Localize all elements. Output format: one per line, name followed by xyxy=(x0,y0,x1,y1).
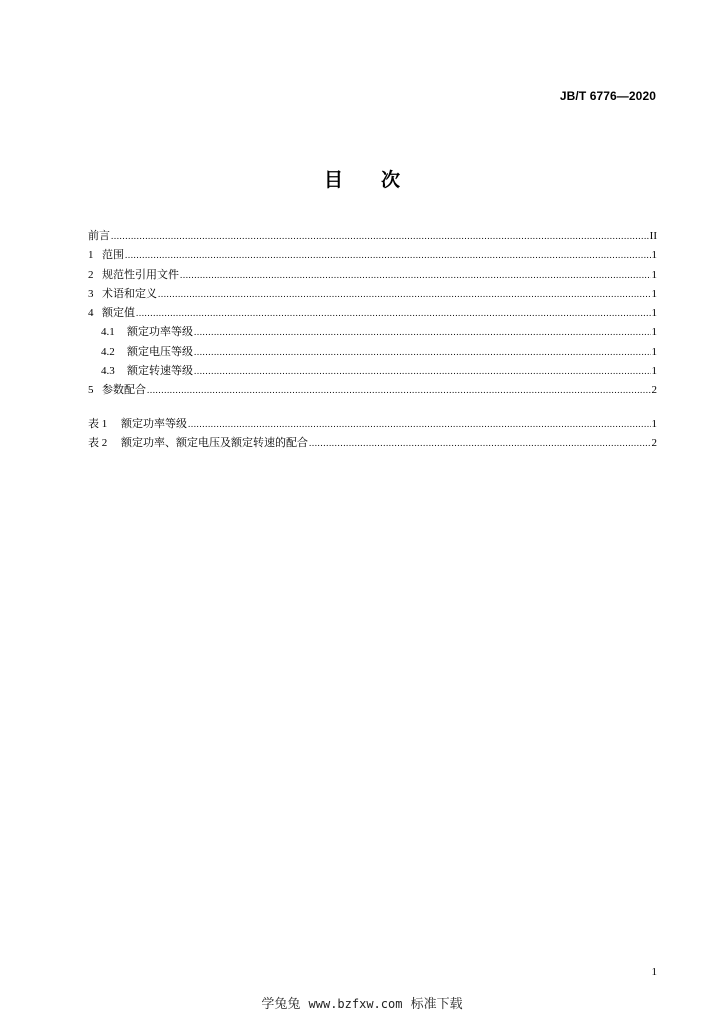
section-gap xyxy=(88,401,657,415)
dot-leader xyxy=(180,271,651,280)
toc-entry-label: 前言 xyxy=(88,229,110,242)
toc-entry-normative-references[interactable] xyxy=(88,266,657,285)
toc-entry-number: 3 xyxy=(88,287,94,300)
toc-entry-page: 1 xyxy=(651,326,657,339)
toc-entry-page: 1 xyxy=(651,287,657,300)
standard-code: JB/T 6776—2020 xyxy=(559,89,656,103)
dot-leader xyxy=(188,420,651,429)
toc-entry-number: 4.1 xyxy=(101,326,115,339)
toc-entry-label: 额定功率等级 xyxy=(121,416,187,430)
toc-entry-parameter-matching[interactable] xyxy=(88,381,657,400)
toc-entry-number: 表 1 xyxy=(88,417,108,430)
toc-entry-label: 额定功率等级 xyxy=(127,325,193,339)
toc-entry-label: 规范性引用文件 xyxy=(102,267,179,281)
toc-entry-page: II xyxy=(649,230,657,242)
toc-entry-table-2[interactable] xyxy=(88,434,657,453)
toc-entry-rated-speed[interactable] xyxy=(88,362,657,381)
toc-entry-page: 1 xyxy=(651,307,657,320)
toc-entry-number: 1 xyxy=(88,249,94,262)
dot-leader xyxy=(111,232,649,241)
toc-entry-page: 1 xyxy=(651,268,657,281)
toc-entry-number: 表 2 xyxy=(88,436,108,449)
dot-leader xyxy=(309,439,651,448)
toc-entry-number: 4.2 xyxy=(101,345,115,358)
page-title: 目次 xyxy=(323,169,438,191)
toc-entry-page: 1 xyxy=(651,417,657,430)
toc-entry-label: 参数配合 xyxy=(102,383,146,397)
toc-entry-label: 额定值 xyxy=(102,306,135,320)
toc-entry-terms-definitions[interactable] xyxy=(88,285,657,304)
toc-entry-label: 额定转速等级 xyxy=(127,364,193,378)
toc-entry-label: 额定电压等级 xyxy=(127,344,193,358)
dot-leader xyxy=(147,386,651,395)
toc-entry-page: 2 xyxy=(651,436,657,449)
toc-entry-label: 术语和定义 xyxy=(102,286,157,300)
toc-entry-ratings[interactable] xyxy=(88,304,657,323)
toc-entry-label: 额定功率、额定电压及额定转速的配合 xyxy=(121,435,308,449)
toc-entry-label: 范围 xyxy=(102,248,124,262)
toc-entry-rated-voltage[interactable] xyxy=(88,343,657,362)
dot-leader xyxy=(125,251,651,260)
toc-entry-table-1[interactable] xyxy=(88,415,657,434)
dot-leader xyxy=(194,348,651,357)
toc-entry-number: 4.3 xyxy=(101,365,115,378)
toc-entry-page: 2 xyxy=(651,384,657,397)
toc-entry-page: 1 xyxy=(651,365,657,378)
dot-leader xyxy=(136,309,651,318)
footer-url-link[interactable]: www.bzfxw.com xyxy=(308,997,403,1011)
dot-leader xyxy=(194,367,651,376)
toc-entry-foreword[interactable] xyxy=(88,227,657,246)
toc-entry-number: 2 xyxy=(88,268,94,281)
toc-entry-rated-power[interactable] xyxy=(88,323,657,342)
table-of-contents xyxy=(88,227,657,453)
footer xyxy=(0,993,724,1012)
toc-entry-scope[interactable] xyxy=(88,246,657,265)
toc-entry-number: 5 xyxy=(88,384,94,397)
toc-entry-number: 4 xyxy=(88,307,94,320)
dot-leader xyxy=(158,290,651,299)
dot-leader xyxy=(194,328,651,337)
footer-site-name: 学兔兔 xyxy=(261,997,301,1012)
toc-entry-page: 1 xyxy=(651,249,657,262)
footer-tagline: 标准下载 xyxy=(410,997,463,1012)
page-number: 1 xyxy=(651,966,657,978)
toc-entry-page: 1 xyxy=(651,345,657,358)
